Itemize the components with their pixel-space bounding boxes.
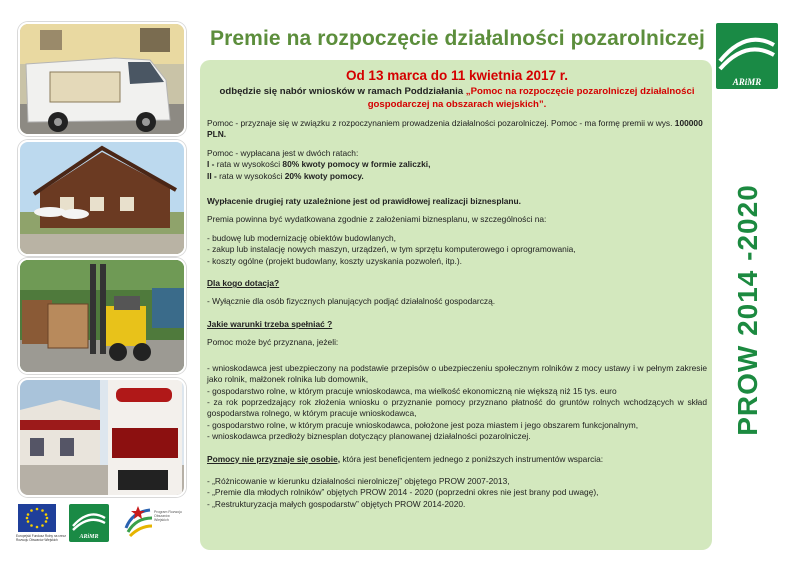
premium-amount: 100000 PLN. bbox=[207, 118, 703, 140]
photo-bistro-signs bbox=[18, 378, 186, 497]
eu-flag-logo bbox=[16, 504, 66, 542]
exclusion-text: która jest beneficjentem jednego z poniższych instrumentów wsparcia: bbox=[340, 453, 604, 464]
photo-forklift-firewood bbox=[18, 258, 186, 374]
installments-intro: Pomoc - wypłacana jest w dwóch ratach: bbox=[207, 147, 359, 158]
eu-flag-icon bbox=[18, 504, 56, 532]
installment-2-text: rata w wysokości bbox=[216, 170, 285, 181]
condition-item: - wnioskodawca jest ubezpieczony na podstawie przepisów o ubezpieczeniu społecznym rolników z mocy ustawy i w pełnym zakresie jako rolnik, małżonek rolnika lub domownik, bbox=[207, 362, 707, 385]
second-installment-note: Wypłacenie drugiej raty uzależnione jest od prawidłowej realizacji biznesplanu. bbox=[207, 196, 521, 207]
installment-2 bbox=[207, 171, 707, 182]
exclusion-item: - „Restrukturyzacja małych gospodarstw” objętych PROW 2014-2020. bbox=[207, 498, 466, 509]
installment-2-amount: 20% kwoty pomocy. bbox=[284, 170, 364, 181]
who-heading: Dla kogo dotacja? bbox=[207, 278, 280, 289]
arimr-small-logo bbox=[69, 504, 109, 542]
spending-intro: Premia powinna być wydatkowana zgodnie z założeniami biznesplanu, w szczególności na: bbox=[207, 214, 547, 225]
premium-paragraph bbox=[207, 118, 707, 141]
eu-caption: Europejski Fundusz Rolny na rzecz Rozwoju Obszarów Wiejskich bbox=[16, 534, 66, 542]
condition-item: - wnioskodawca przedłoży biznesplan dotyczący planowanej działalności pozarolniczej. bbox=[207, 431, 531, 442]
exclusion-heading: Pomocy nie przyznaje się osobie, bbox=[207, 453, 341, 464]
photo-delivery-van bbox=[18, 22, 186, 136]
installment-1 bbox=[207, 159, 707, 170]
arimr-fields-icon bbox=[716, 23, 778, 75]
prow-star-icon bbox=[122, 504, 154, 538]
call-subheading bbox=[207, 86, 707, 111]
arimr-logo bbox=[716, 23, 778, 89]
prow-logo bbox=[122, 504, 182, 542]
prow-caption: Program Rozwoju Obszarów Wiejskich bbox=[154, 510, 182, 522]
spending-item: - zakup lub instalację nowych maszyn, urządzeń, w tym sprzętu komputerowego i oprogramowania, bbox=[207, 244, 576, 255]
condition-item: - za rok poprzedzający rok złożenia wniosku o przyznanie pomocy przyznano płatność do gruntów rolnych wchodzących w skład gospodarstwa rolnego, w którym pracuje wnioskodawca, bbox=[207, 396, 707, 419]
prow-vertical-text: PROW 2014 -2020 bbox=[732, 184, 763, 436]
condition-item: - gospodarstwo rolne, w którym pracuje wnioskodawca, ma wielkość ekonomiczną nie większą niż 15 tys. euro bbox=[207, 385, 617, 396]
page-title: Premie na rozpoczęcie działalności pozarolniczej bbox=[210, 27, 705, 50]
who-text: - Wyłącznie dla osób fizycznych planujących podjąć działalność gospodarczą. bbox=[207, 296, 496, 307]
exclusion-item: - „Różnicowanie w kierunku działalności nierolniczej” objętego PROW 2007-2013, bbox=[207, 475, 510, 486]
arimr-small-label: ARiMR bbox=[79, 534, 99, 540]
condition-item: - gospodarstwo rolne, w którym pracuje wnioskodawca, położone jest poza miastem i jego obszarem funkcjonalnym, bbox=[207, 419, 639, 430]
installment-1-text: rata w wysokości bbox=[214, 159, 283, 170]
exclusion-paragraph bbox=[207, 454, 707, 465]
sponsor-logos bbox=[18, 502, 182, 544]
photo-restaurant-building bbox=[18, 140, 186, 256]
premium-text: Pomoc - przyznaje się w związku z rozpoczynaniem prowadzenia działalności pozarolniczej. Pomoc - ma formę premii w wys. bbox=[207, 118, 675, 128]
arimr-label: ARiMR bbox=[732, 77, 762, 87]
conditions-heading: Jakie warunki trzeba spełniać ? bbox=[207, 318, 333, 329]
spending-item: - budowę lub modernizację obiektów budowlanych, bbox=[207, 232, 397, 243]
call-intro: odbędzie się nabór wniosków w ramach Poddziałania bbox=[219, 86, 466, 97]
measure-name: „Pomoc na rozpoczęcie pozarolniczej działalności gospodarczej na obszarach wiejskich”. bbox=[367, 86, 695, 110]
spending-item: - koszty ogólne (projekt budowlany, koszty uzyskania pozwoleń, itp.). bbox=[207, 255, 462, 266]
arimr-fields-icon bbox=[69, 504, 109, 534]
installment-1-label: I - bbox=[207, 159, 215, 170]
info-panel bbox=[200, 60, 712, 550]
prow-vertical-label bbox=[728, 184, 768, 436]
exclusion-item: - „Premie dla młodych rolników” objętych PROW 2014 - 2020 (poprzedni okres nie jest brany pod uwagę), bbox=[207, 487, 599, 498]
conditions-intro: Pomoc może być przyznana, jeżeli: bbox=[207, 337, 339, 348]
installment-1-amount: 80% kwoty pomocy w formie zaliczki, bbox=[282, 159, 431, 170]
date-heading: Od 13 marca do 11 kwietnia 2017 r. bbox=[345, 68, 569, 83]
installment-2-label: II - bbox=[207, 170, 217, 181]
